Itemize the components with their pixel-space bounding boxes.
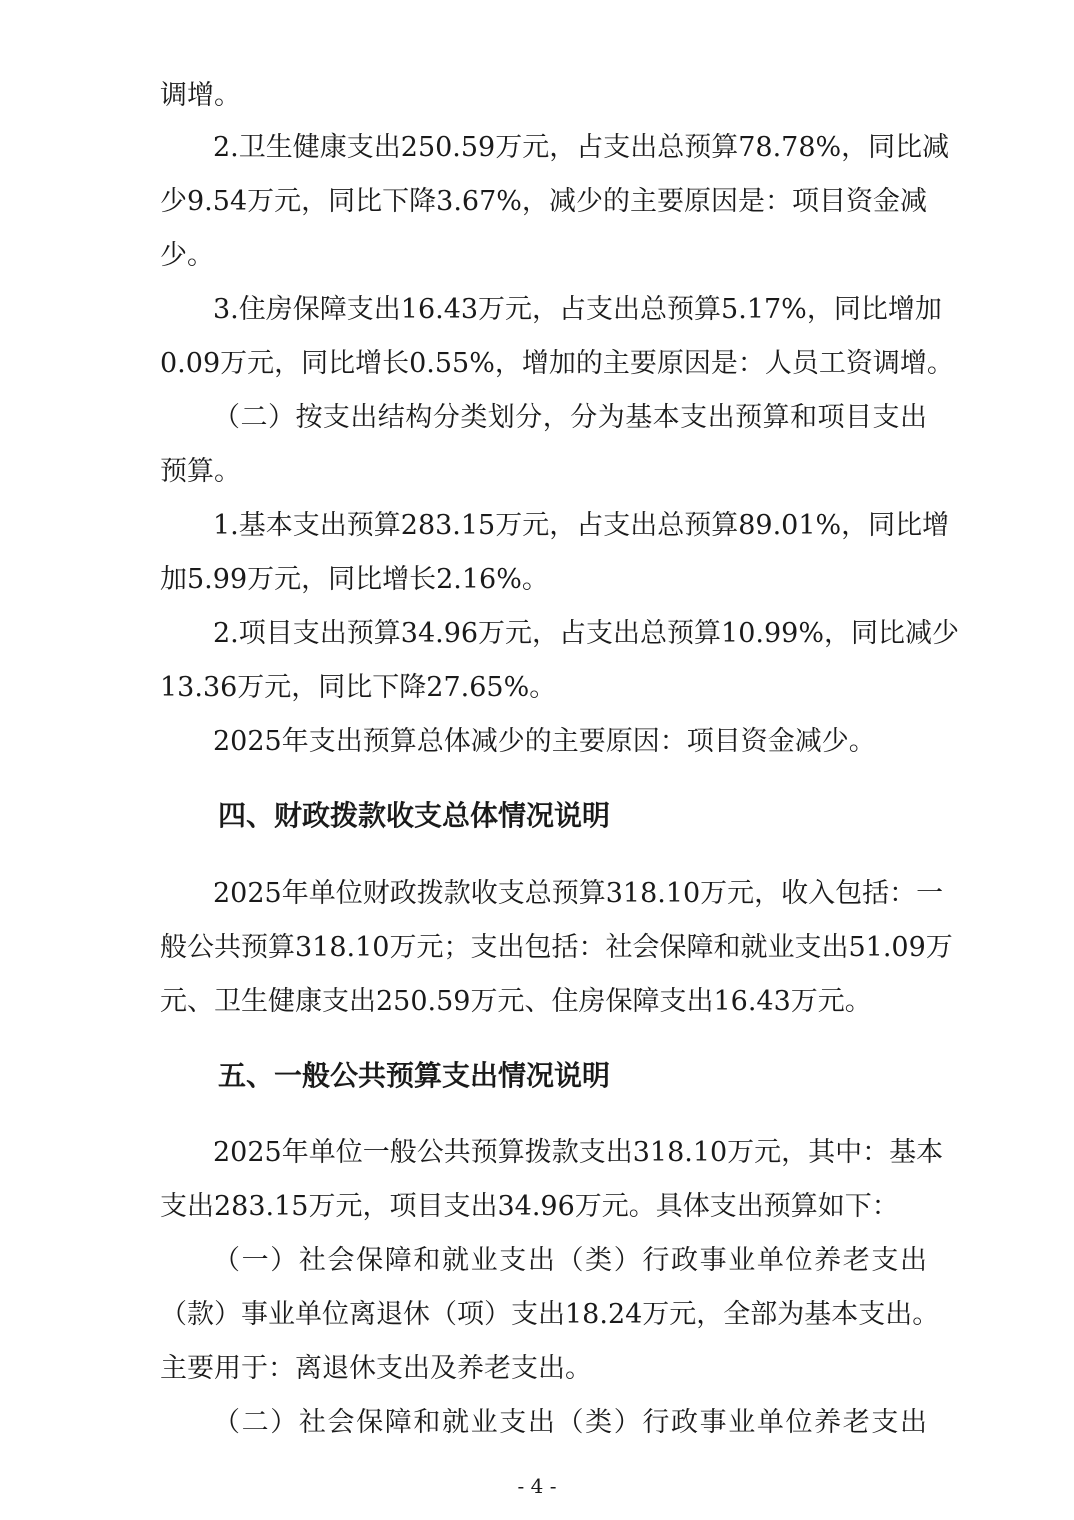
paragraph-line: 2025年支出预算总体减少的主要原因：项目资金减少。	[213, 726, 876, 757]
paragraph-line: 元、卫生健康支出250.59万元、住房保障支出16.43万元。	[160, 986, 872, 1017]
paragraph-line: 支出283.15万元，项目支出34.96万元。具体支出预算如下：	[160, 1191, 899, 1222]
paragraph-line: 调增。	[160, 80, 241, 111]
paragraph-line: 加5.99万元，同比增长2.16%。	[160, 564, 549, 595]
paragraph-line: 2.项目支出预算34.96万元，占支出总预算10.99%，同比减少	[213, 618, 960, 649]
page-number: - 4 -	[517, 1474, 557, 1498]
paragraph-line: 1.基本支出预算283.15万元，占支出总预算89.01%，同比增	[213, 510, 950, 541]
paragraph-line: 3.住房保障支出16.43万元，占支出总预算5.17%，同比增加	[213, 294, 942, 325]
paragraph-line: 少。	[160, 240, 214, 271]
paragraph-line: 13.36万元，同比下降27.65%。	[160, 672, 557, 703]
paragraph-line: 少9.54万元，同比下降3.67%，减少的主要原因是：项目资金减	[160, 186, 927, 217]
paragraph-line: 般公共预算318.10万元；支出包括：社会保障和就业支出51.09万	[160, 932, 953, 963]
paragraph-line: 2025年单位财政拨款收支总预算318.10万元，收入包括：一	[213, 878, 944, 909]
paragraph-line: （款）事业单位离退休（项）支出18.24万元，全部为基本支出。	[160, 1299, 940, 1330]
paragraph-line: 预算。	[160, 456, 241, 487]
paragraph-line: （一）社会保障和就业支出（类）行政事业单位养老支出	[213, 1245, 927, 1276]
paragraph-line: 2025年单位一般公共预算拨款支出318.10万元，其中：基本	[213, 1137, 944, 1168]
paragraph-line: 主要用于：离退休支出及养老支出。	[160, 1353, 592, 1384]
section-heading: 五、一般公共预算支出情况说明	[218, 1059, 611, 1092]
paragraph-line: （二）社会保障和就业支出（类）行政事业单位养老支出	[213, 1407, 927, 1438]
paragraph-line: （二）按支出结构分类划分，分为基本支出预算和项目支出	[213, 402, 927, 433]
section-heading: 四、财政拨款收支总体情况说明	[218, 799, 611, 832]
paragraph-line: 2.卫生健康支出250.59万元，占支出总预算78.78%，同比减	[213, 132, 950, 163]
paragraph-line: 0.09万元，同比增长0.55%，增加的主要原因是：人员工资调增。	[160, 348, 954, 379]
